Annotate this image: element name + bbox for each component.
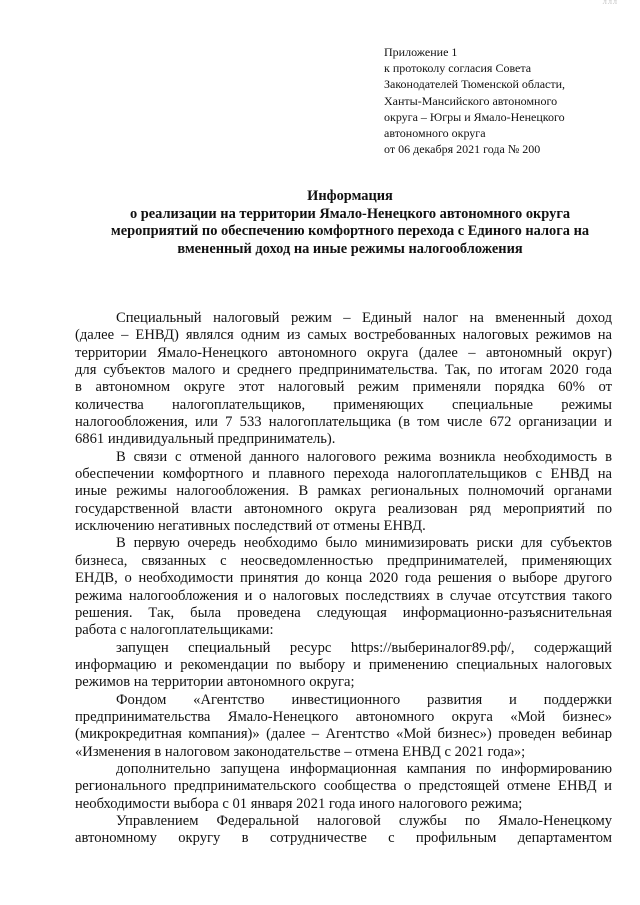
corner-mark: ЛЛЛ <box>602 0 618 6</box>
body-line: налогообложения, или 7 533 налогоплательщика (в том числе 672 организации и <box>75 414 612 431</box>
body-line: решения. Так, была проведена следующая информационно-разъяснительная <box>75 604 612 621</box>
body-paragraph <box>75 310 612 449</box>
body-line: ЕНДВ, о необходимости принятия до конца 2020 года решения о выборе другого <box>75 570 612 587</box>
title-line: вмененный доход на иные режимы налогообложения <box>177 240 523 257</box>
appendix-line: округа – Югры и Ямало-Ненецкого <box>384 109 565 124</box>
title-line: о реализации на территории Ямало-Ненецкого автономного округа <box>129 205 571 222</box>
appendix-line: Ханты-Мансийского автономного <box>384 93 558 108</box>
body-line: бизнеса, связанных с неосведомленностью предпринимателей, применяющих <box>75 552 612 569</box>
appendix-line: автономного округа <box>384 126 486 141</box>
body-line: в автономном округе этот налоговый режим применяли порядка 60% от <box>75 379 612 396</box>
body-line: режима налогообложения и о налоговых последствиях в случае отсутствия такого <box>75 587 612 604</box>
body-line: количества налогоплательщиков, применяющих специальные режимы <box>75 396 612 413</box>
body-line: государственной власти автономного округа реализован ряд мероприятий по <box>75 500 612 517</box>
body-line: (далее – ЕНВД) являлся одним из самых востребованных налоговых режимов на <box>75 327 612 344</box>
body-line: информацию и рекомендации по выбору и применению специальных налоговых <box>75 656 612 673</box>
appendix-note <box>384 44 565 157</box>
appendix-line: Приложение 1 <box>384 45 458 59</box>
body-paragraph <box>75 761 612 813</box>
appendix-line: к протоколу согласия Совета <box>384 61 532 76</box>
body-line: Фондом «Агентство инвестиционного развития и поддержки <box>116 691 612 708</box>
body-line: иные режимы налогообложения. В рамках региональных полномочий органами <box>75 483 612 500</box>
body-line: 6861 индивидуальный предприниматель). <box>75 431 336 448</box>
body-paragraph <box>75 535 612 639</box>
document-body <box>75 310 612 848</box>
body-paragraph <box>75 813 612 848</box>
body-line: В связи с отменой данного налогового режима возникла необходимость в <box>116 448 612 465</box>
body-line: режимов на территории автономного округа; <box>75 674 355 691</box>
body-line: «Изменения в налоговом законодательстве – отмена ЕНВД с 2021 года»; <box>75 743 526 760</box>
body-line: Управлением Федеральной налоговой службы по Ямало-Ненецкому <box>116 812 612 829</box>
body-line: В первую очередь необходимо было минимизировать риски для субъектов <box>116 535 612 552</box>
body-paragraph <box>75 640 612 692</box>
body-line: Специальный налоговый режим – Единый налог на вмененный доход <box>116 310 612 326</box>
body-line: регионального предпринимательского сообщества о предстоящей отмене ЕНВД и <box>75 778 612 795</box>
title-line: мероприятий по обеспечению комфортного перехода с Единого налога на <box>110 223 590 239</box>
body-line: для субъектов малого и среднего предпринимательства. Так, по итогам 2020 года <box>75 362 612 379</box>
body-line: работа с налогоплательщиками: <box>75 622 274 639</box>
body-line: исключению негативных последствий от отмены ЕНВД. <box>75 518 426 535</box>
body-paragraph <box>75 449 612 536</box>
body-line: (микрокредитная компания)» (далее – Агентство «Мой бизнес») проведен вебинар <box>75 726 612 743</box>
appendix-line: от 06 декабря 2021 года № 200 <box>384 142 541 157</box>
body-line: территории Ямало-Ненецкого автономного округа (далее – автономный округ) <box>75 344 612 361</box>
body-line: автономному округу в сотрудничестве с профильным департаментом <box>75 830 612 847</box>
body-line: предпринимательства Ямало-Ненецкого автономного округа «Мой бизнес» <box>75 708 612 725</box>
appendix-line: Законодателей Тюменской области, <box>384 77 566 92</box>
body-paragraph <box>75 692 612 761</box>
body-line: запущен специальный ресурс https://выбериналог89.рф/, содержащий <box>116 639 612 656</box>
document-title <box>60 188 640 258</box>
body-line: необходимости выбора с 01 января 2021 года иного налогового режима; <box>75 795 523 812</box>
body-line: дополнительно запущена информационная кампания по информированию <box>116 760 612 777</box>
body-line: обеспечении комфортного и плавного перехода налогоплательщиков с ЕНВД на <box>75 466 612 483</box>
title-heading: Информация <box>307 188 393 204</box>
